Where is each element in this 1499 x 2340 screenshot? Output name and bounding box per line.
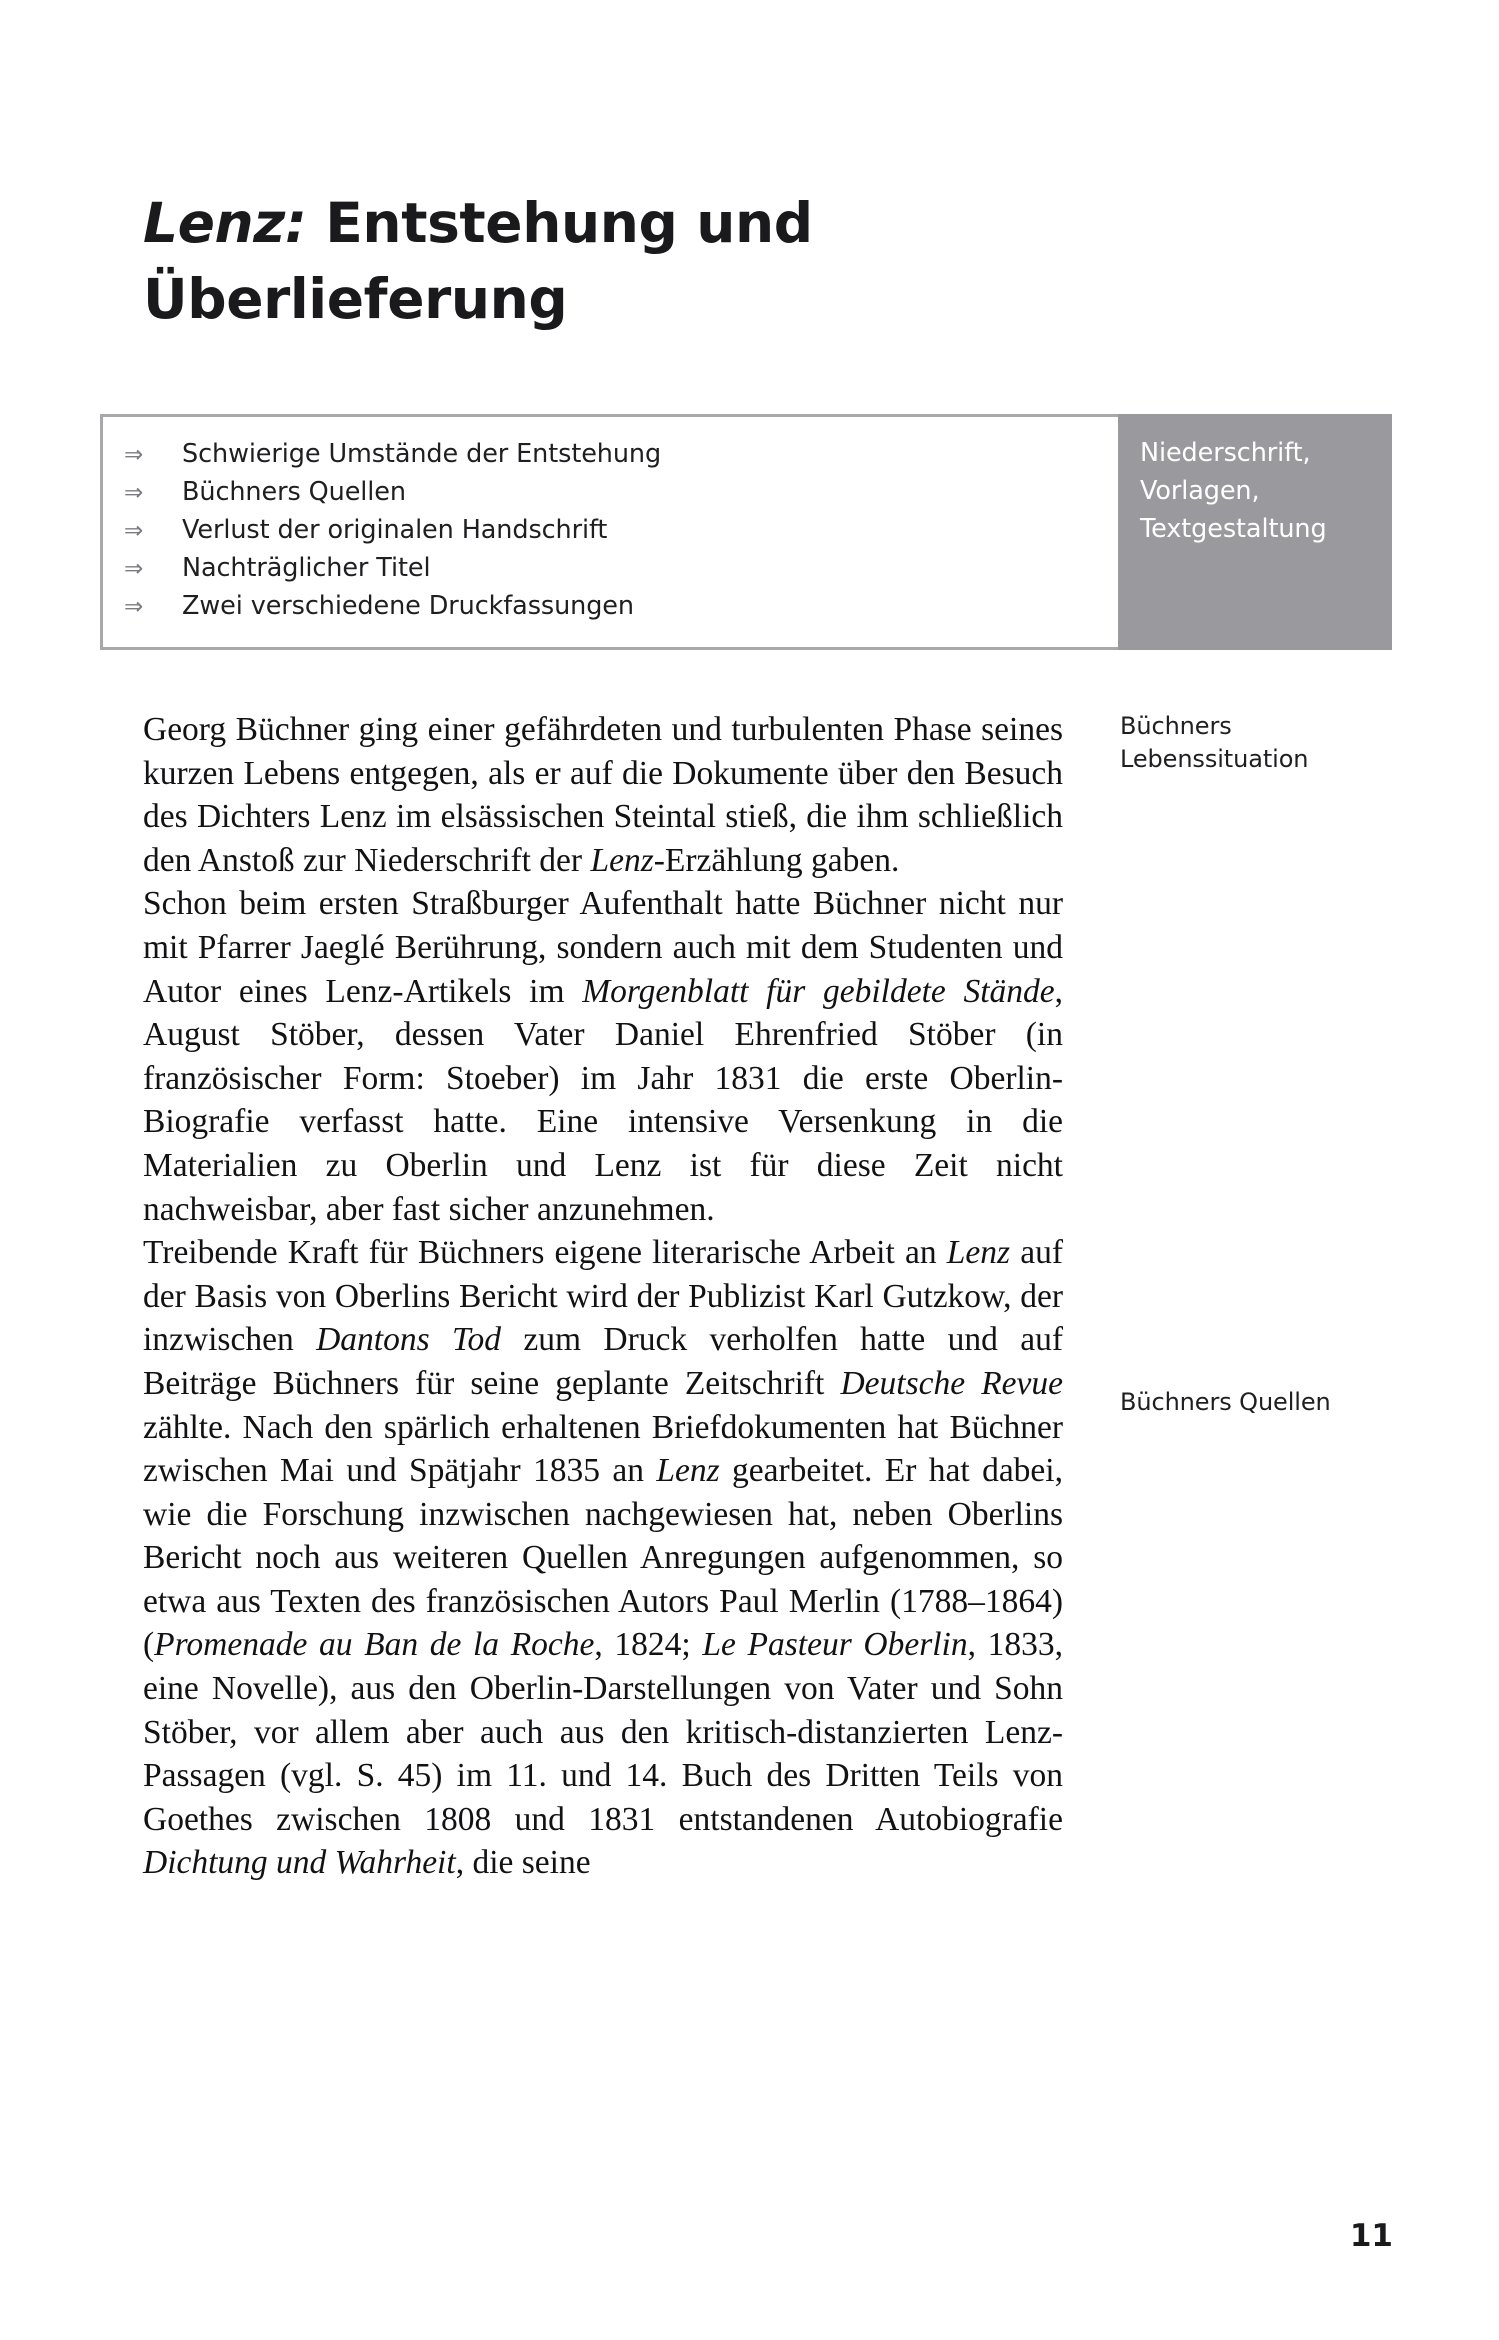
work-title-lenz: Lenz — [946, 1234, 1011, 1272]
paragraph-2 — [143, 1231, 1063, 1885]
page-title — [143, 185, 963, 337]
list-item — [118, 473, 1118, 511]
journal-title-deutsche-revue: Deutsche Revue — [840, 1364, 1064, 1402]
list-item — [118, 587, 1118, 625]
work-title-lenz: Lenz — [656, 1452, 720, 1490]
list-item-label: Schwierige Umstände der Entstehung — [182, 439, 662, 469]
text-run: auf der Basis von Oberlins Bericht wird der Publizist Karl Gutzkow, der inzwischen — [143, 1234, 1063, 1359]
arrow-right-icon: ⇒ — [124, 556, 144, 582]
topic-tag-line: Vorlagen, — [1140, 476, 1260, 506]
text-run: Treibende Kraft für Büchners eigene literarische Arbeit an — [143, 1234, 947, 1272]
text-run: , die seine — [455, 1844, 591, 1882]
text-run: gearbeitet. Er hat dabei, wie die Forschung inzwischen nachgewiesen hat, neben Oberlins Bericht noch aus weiteren Quellen Anregungen aufgenommen, so etwa aus Texten des französischen Autors Paul Merlin (1788–1864) ( — [143, 1452, 1063, 1664]
list-item — [118, 435, 1118, 473]
work-title-lenz: Lenz — [590, 841, 654, 879]
work-title-dichtung-und-wahrheit: Dichtung und Wahrheit — [143, 1844, 456, 1882]
work-title-promenade: Promenade au Ban de la Roche — [154, 1626, 595, 1664]
work-title-morgenblatt: Morgenblatt für gebildete Stände — [582, 972, 1055, 1010]
overview-topic-tag — [1118, 414, 1392, 650]
topic-tag-line: Niederschrift, — [1140, 438, 1311, 468]
text-run: , 1833, eine Novelle), aus den Oberlin-Darstellungen von Vater und Sohn Stöber, vor allem aber auch aus den kritisch-distanzierten Lenz-Passagen (vgl. S. 45) im 11. und 14. Buch des Dritten Teils von Goethes zwischen 1808 und 1831 entstandenen Autobiografie — [143, 1626, 1064, 1838]
page-title-rest: Entstehung und — [306, 190, 813, 255]
list-item — [118, 549, 1118, 587]
arrow-right-icon: ⇒ — [124, 442, 144, 468]
list-item-label: Zwei verschiedene Druckfassungen — [182, 591, 634, 621]
margin-note-line: Büchners Quellen — [1120, 1388, 1331, 1416]
arrow-right-icon: ⇒ — [124, 518, 144, 544]
text-run: Schon beim ersten Straßburger Aufenthalt hatte Büchner nicht nur mit Pfarrer Jaeglé Berührung, sondern auch mit dem Studenten und Autor eines Lenz-Artikels im — [143, 885, 1063, 1010]
margin-note-line: Lebenssituation — [1120, 745, 1309, 773]
text-run: -Erzählung gaben. — [653, 841, 900, 879]
paragraph-1a — [143, 708, 1063, 882]
text-run: , 1824; — [594, 1626, 703, 1664]
margin-note-line: Büchners — [1120, 712, 1232, 740]
text-run: Georg Büchner ging einer gefährdeten und turbulenten Phase seines kurzen Lebens entgegen, als er auf die Dokumente über den Besuch des Dichters Lenz im elsässischen Steintal stieß, die ihm schließlich den Anstoß zur Niederschrift der — [143, 711, 1063, 879]
overview-bullet-list — [100, 414, 1118, 650]
list-item-label: Verlust der originalen Handschrift — [182, 515, 608, 545]
work-title-le-pasteur-oberlin: Le Pasteur Oberlin — [702, 1626, 968, 1664]
list-item — [118, 511, 1118, 549]
work-title-dantons-tod: Dantons Tod — [316, 1321, 502, 1359]
list-item-label: Büchners Quellen — [182, 477, 406, 507]
text-run: zählte. Nach den spärlich erhaltenen Briefdokumenten hat Büchner zwischen Mai und Spätjahr 1835 an — [143, 1408, 1063, 1490]
body-text-column — [143, 708, 1063, 1885]
chapter-overview-block — [100, 414, 1392, 650]
arrow-right-icon: ⇒ — [124, 480, 144, 506]
topic-tag-line: Textgestaltung — [1140, 514, 1327, 544]
page-title-line2: Überlieferung — [143, 266, 568, 331]
text-run: zum Druck verholfen hatte und auf Beiträge Büchners für seine geplante Zeitschrift — [143, 1321, 1064, 1402]
text-run: , August Stöber, dessen Vater Daniel Ehrenfried Stöber (in französischer Form: Stoeber) im Jahr 1831 die erste Oberlin-Biografie verfasst hatte. Eine intensive Versenkung in die Materialien zu Oberlin und Lenz ist für diese Zeit nicht nachweisbar, aber fast sicher anzunehmen. — [143, 972, 1063, 1228]
page-number: 11 — [1349, 2218, 1393, 2254]
page-title-italic: Lenz: — [143, 190, 307, 255]
list-item-label: Nachträglicher Titel — [182, 553, 431, 583]
margin-note-buechners-quellen — [1120, 1386, 1440, 1419]
arrow-right-icon: ⇒ — [124, 594, 144, 620]
margin-note-buechners-lebenssituation — [1120, 710, 1440, 776]
paragraph-1b — [143, 882, 1063, 1231]
